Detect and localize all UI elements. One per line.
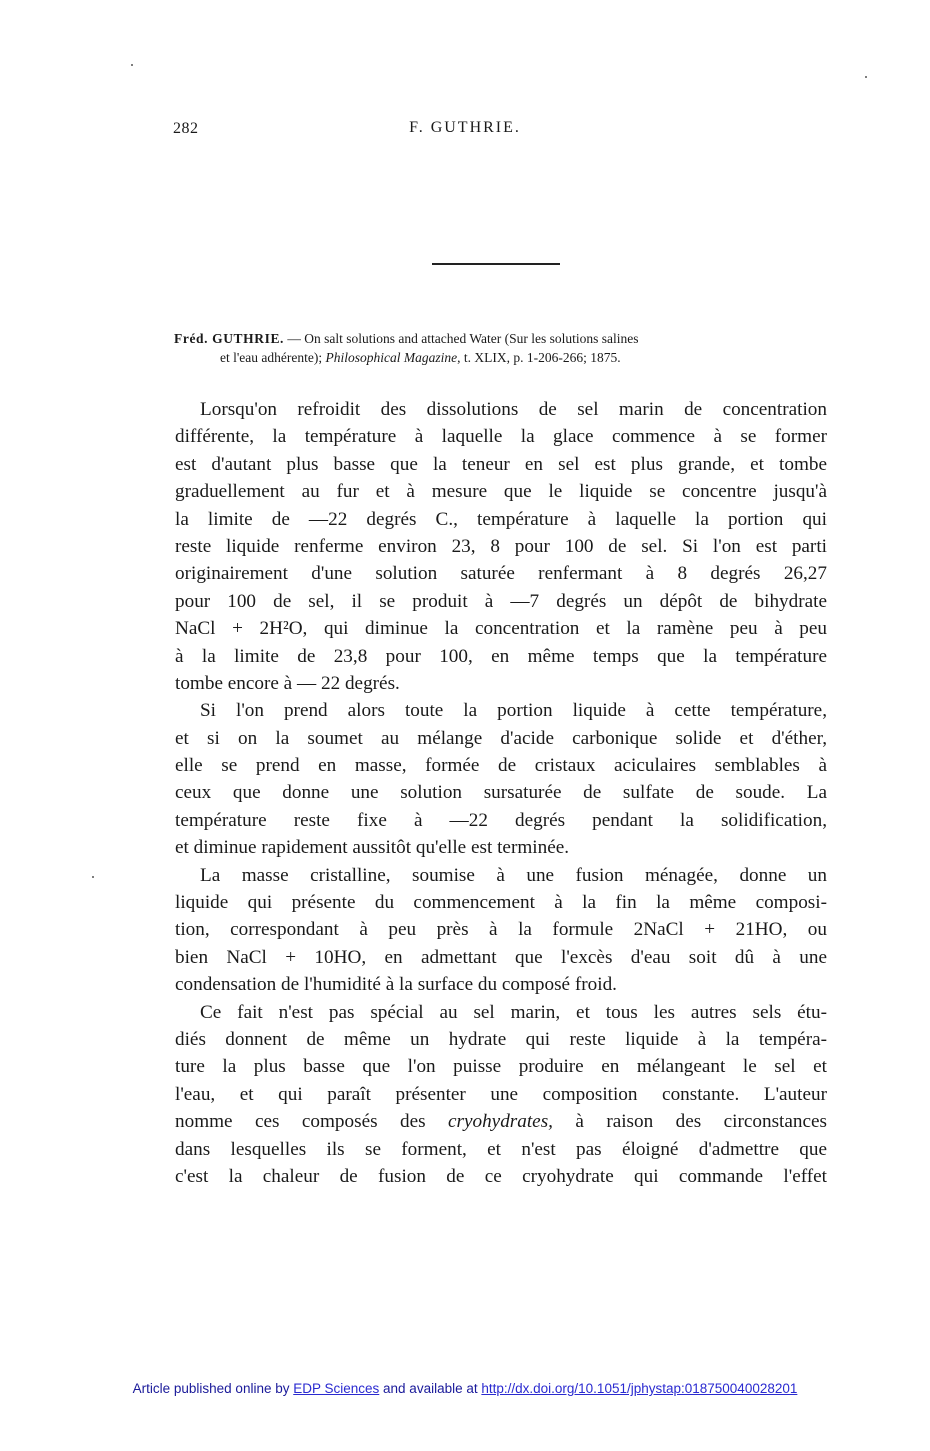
footer-prefix: Article published online by bbox=[132, 1381, 294, 1396]
body-line: liquide qui présente du commencement à la fin la même composi- bbox=[175, 892, 827, 914]
citation-author: Fréd. GUTHRIE. bbox=[174, 331, 285, 346]
scan-speck bbox=[865, 76, 867, 78]
body-line: ture la plus basse que l'on puisse produire en mélangeant le sel et bbox=[175, 1056, 827, 1078]
body-line: NaCl + 2H²O, qui diminue la concentration et la ramène peu à peu bbox=[175, 618, 827, 640]
article-body bbox=[175, 396, 827, 1190]
body-line: elle se prend en masse, formée de cristaux aciculaires semblables à bbox=[175, 755, 827, 777]
body-line: graduellement au fur et à mesure que le liquide se concentre jusqu'à bbox=[175, 481, 827, 503]
body-line: la limite de —22 degrés C., température à laquelle la portion qui bbox=[175, 508, 827, 530]
citation bbox=[174, 329, 828, 367]
body-line: différente, la température à laquelle la glace commence à se former bbox=[175, 426, 827, 448]
citation-second-line bbox=[174, 348, 828, 367]
body-line: l'eau, et qui paraît présenter une composition constante. L'auteur bbox=[175, 1083, 827, 1105]
citation-title-line2: et l'eau adhérente); bbox=[220, 350, 326, 365]
body-line: température reste fixe à —22 degrés pendant la solidification, bbox=[175, 809, 827, 831]
body-line-lead: nomme ces composés des bbox=[175, 1111, 448, 1133]
citation-journal: Philosophical Magazine bbox=[325, 350, 458, 365]
body-line: à la limite de 23,8 pour 100, en même temps que la température bbox=[175, 645, 827, 667]
body-line: dans lesquelles ils se forment, et n'est pas éloigné d'admettre que bbox=[175, 1138, 827, 1160]
body-line: diés donnent de même un hydrate qui reste liquide à la tempéra- bbox=[175, 1028, 827, 1050]
page-number: 282 bbox=[173, 120, 199, 137]
publisher-link[interactable]: EDP Sciences bbox=[293, 1381, 380, 1396]
body-line: est d'autant plus basse que la teneur en sel est plus grande, et tombe bbox=[175, 453, 827, 475]
body-line: ceux que donne une solution sursaturée de sulfate de soude. La bbox=[175, 782, 827, 804]
body-line-tail: à raison des circonstances bbox=[552, 1111, 827, 1133]
body-line: bien NaCl + 10HO, en admettant que l'excès d'eau soit dû à une bbox=[175, 946, 827, 968]
section-rule bbox=[432, 263, 560, 265]
citation-title-line1: On salt solutions and attached Water (Sur les solutions salines bbox=[304, 331, 639, 346]
body-line-cryohydrates bbox=[175, 1108, 827, 1135]
doi-link[interactable]: http://dx.doi.org/10.1051/jphystap:018750040028201 bbox=[481, 1381, 798, 1396]
body-line: et si on la soumet au mélange d'acide carbonique solide et d'éther, bbox=[175, 727, 827, 749]
body-line: originairement d'une solution saturée renfermant à 8 degrés 26,27 bbox=[175, 563, 827, 585]
body-line: La masse cristalline, soumise à une fusion ménagée, donne un bbox=[200, 864, 827, 886]
publication-footer bbox=[0, 1381, 930, 1396]
body-line: et diminue rapidement aussitôt qu'elle est terminée. bbox=[175, 837, 570, 859]
scan-speck bbox=[92, 876, 94, 878]
running-title: F. GUTHRIE. bbox=[409, 119, 521, 136]
cryohydrates-term: cryohydrates, bbox=[447, 1111, 553, 1133]
body-line: Lorsqu'on refroidit des dissolutions de sel marin de concentration bbox=[200, 399, 827, 420]
body-line: tombe encore à — 22 degrés. bbox=[175, 672, 400, 694]
body-line: Si l'on prend alors toute la portion liquide à cette température, bbox=[200, 700, 827, 722]
citation-details: , t. XLIX, p. 1-206-266; 1875. bbox=[457, 350, 621, 365]
body-line: pour 100 de sel, il se produit à —7 degrés un dépôt de bihydrate bbox=[175, 590, 827, 612]
body-line: c'est la chaleur de fusion de ce cryohydrate qui commande l'effet bbox=[175, 1165, 827, 1187]
body-line: condensation de l'humidité à la surface du composé froid. bbox=[175, 974, 617, 996]
body-line: Ce fait n'est pas spécial au sel marin, et tous les autres sels étu- bbox=[200, 1001, 827, 1023]
footer-middle: and available at bbox=[379, 1381, 482, 1396]
body-line: tion, correspondant à peu près à la formule 2NaCl + 21HO, ou bbox=[175, 919, 827, 941]
body-line: reste liquide renferme environ 23, 8 pour 100 de sel. Si l'on est parti bbox=[175, 535, 827, 557]
scan-speck bbox=[131, 64, 133, 66]
citation-separator: — bbox=[284, 331, 305, 346]
